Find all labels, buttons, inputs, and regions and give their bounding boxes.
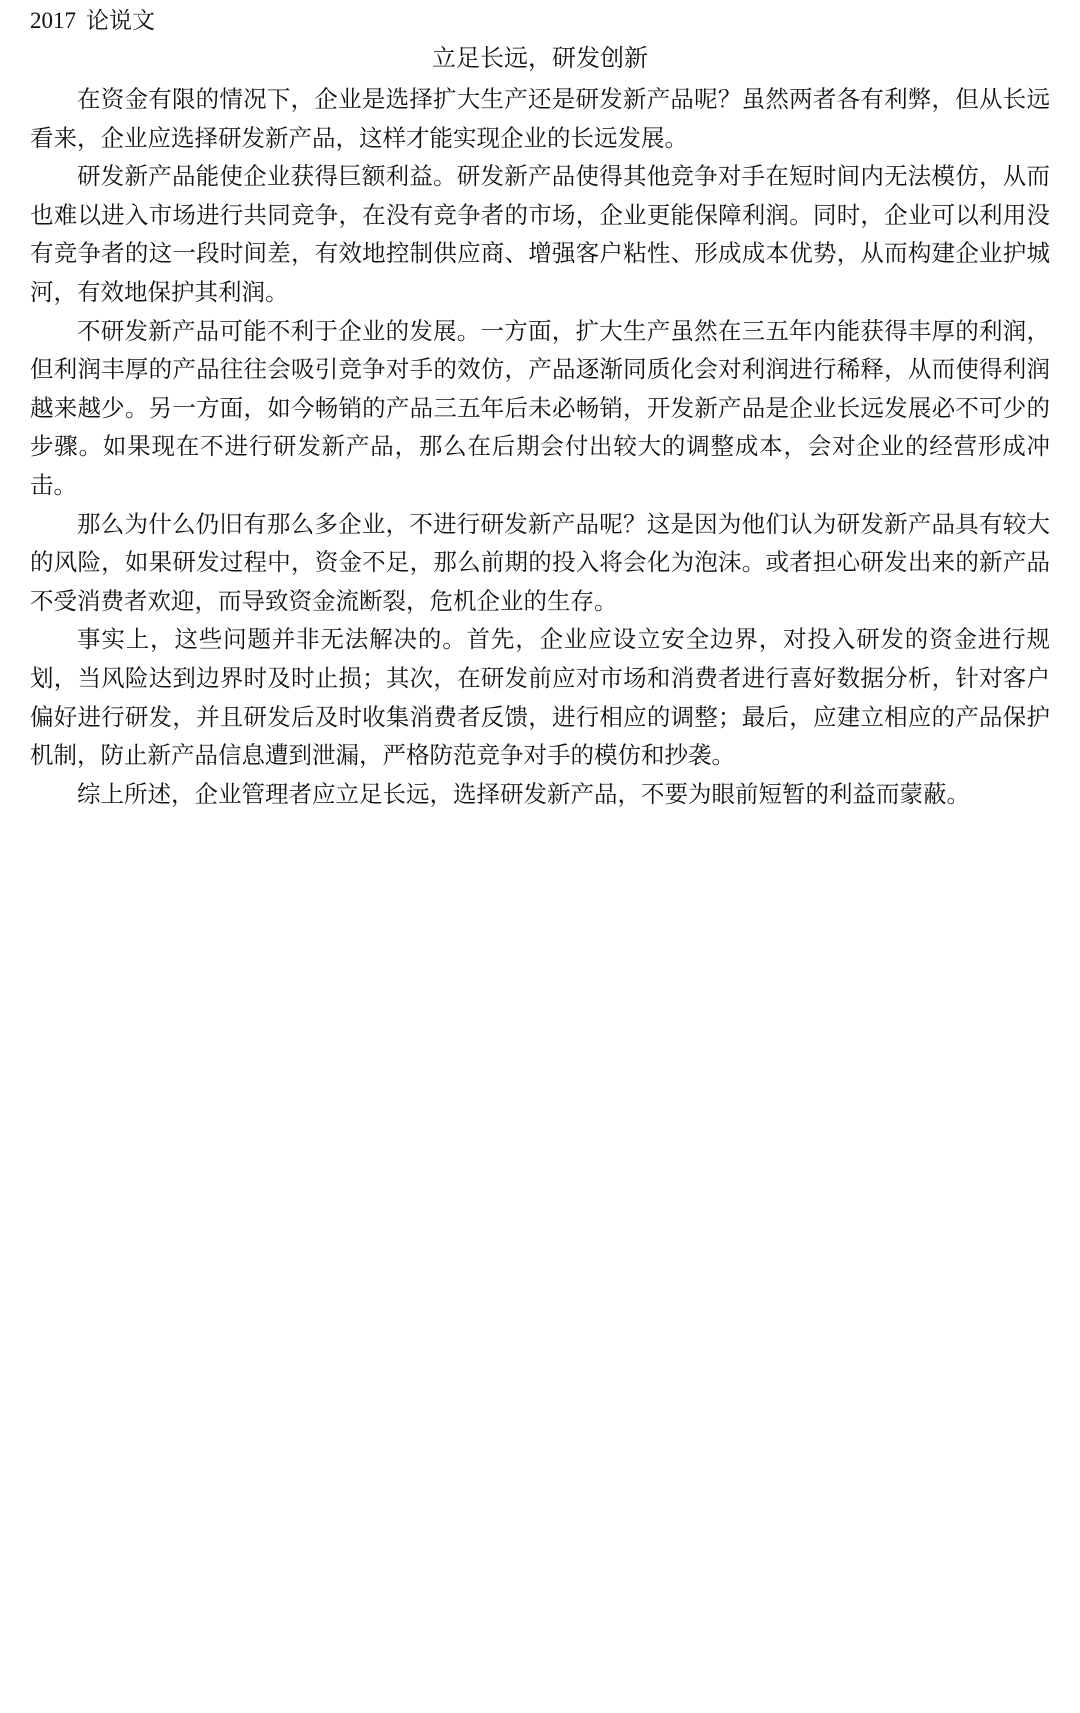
essay-paragraph-5: 事实上，这些问题并非无法解决的。首先，企业应设立安全边界，对投入研发的资金进行规划，当风险达到边界时及时止损；其次，在研发前应对市场和消费者进行喜好数据分析，针对客户偏好进行研发，并且研发后及时收集消费者反馈，进行相应的调整；最后，应建立相应的产品保护机制，防止新产品信息遭到泄漏，严格防范竞争对手的模仿和抄袭。 — [30, 625, 1050, 770]
essay-paragraph-3: 不研发新产品可能不利于企业的发展。一方面，扩大生产虽然在三五年内能获得丰厚的利润，但利润丰厚的产品往往会吸引竞争对手的效仿，产品逐渐同质化会对利润进行稀释，从而使得利润越来越少。另一方面，如今畅销的产品三五年后未必畅销，开发新产品是企业长远发展必不可少的步骤。如果现在不进行研发新产品，那么在后期会付出较大的调整成本，会对企业的经营形成冲击。 — [30, 316, 1050, 499]
essay-title: 立足长远，研发创新 — [432, 44, 648, 72]
document-page — [30, 6, 1050, 813]
header-category: 论说文 — [86, 8, 155, 34]
essay-paragraph-2: 研发新产品能使企业获得巨额利益。研发新产品使得其他竞争对手在短时间内无法模仿，从而也难以进入市场进行共同竞争，在没有竞争者的市场，企业更能保障利润。同时，企业可以利用没有竞争者的这一段时间差，有效地控制供应商、增强客户粘性、形成成本优势，从而构建企业护城河，有效地保护其利润。 — [30, 162, 1050, 306]
essay-paragraph-4: 那么为什么仍旧有那么多企业，不进行研发新产品呢？这是因为他们认为研发新产品具有较大的风险，如果研发过程中，资金不足，那么前期的投入将会化为泡沫。或者担心研发出来的新产品不受消费者欢迎，而导致资金流断裂，危机企业的生存。 — [30, 509, 1050, 615]
document-header — [30, 6, 1050, 36]
header-year: 2017 — [30, 8, 76, 33]
essay-paragraph-6: 综上所述，企业管理者应立足长远，选择研发新产品，不要为眼前短暂的利益而蒙蔽。 — [77, 779, 970, 808]
essay-paragraph-1: 在资金有限的情况下，企业是选择扩大生产还是研发新产品呢？虽然两者各有利弊，但从长远看来，企业应选择研发新产品，这样才能实现企业的长远发展。 — [30, 85, 1050, 152]
